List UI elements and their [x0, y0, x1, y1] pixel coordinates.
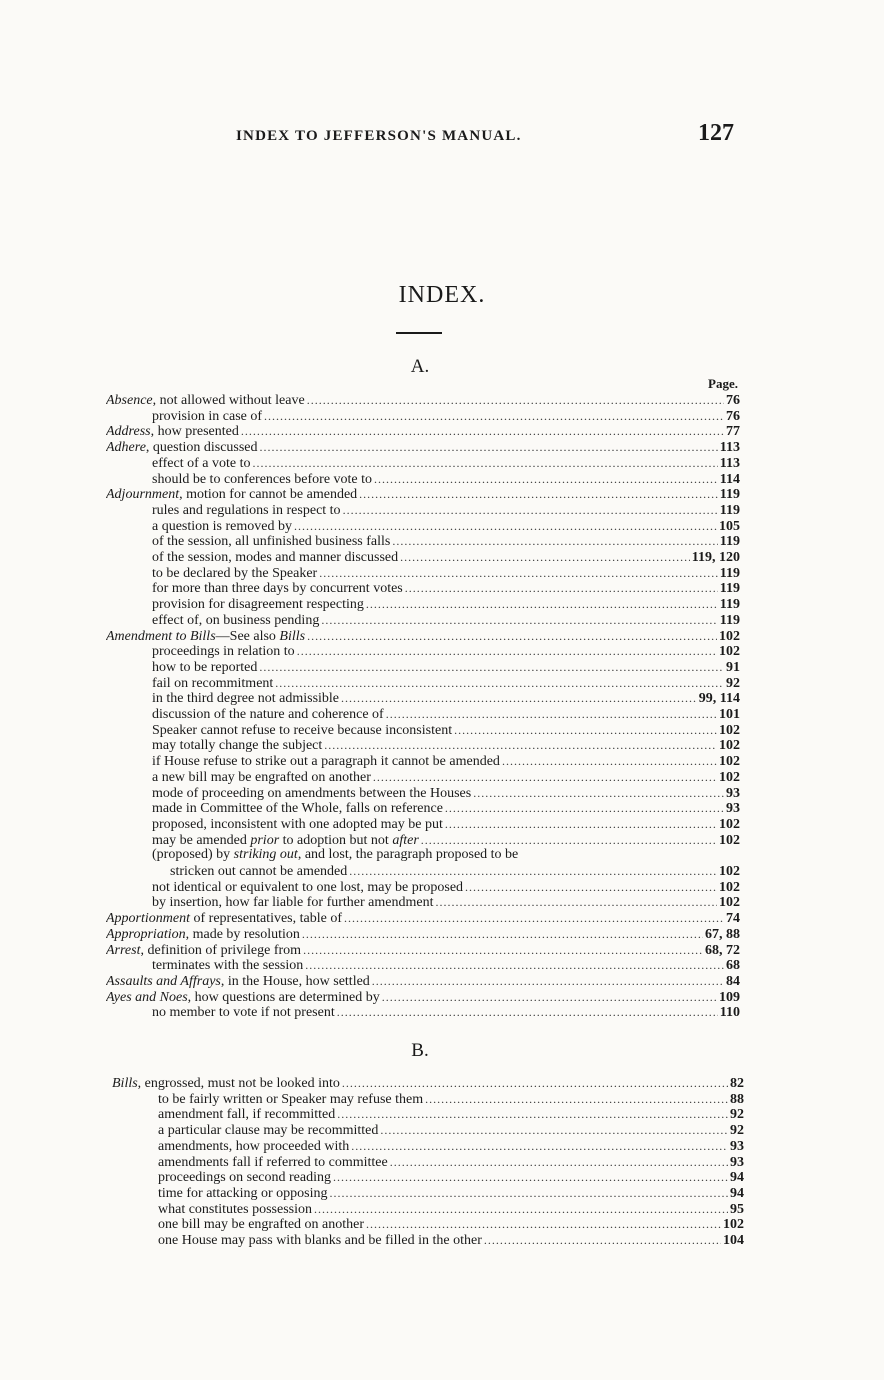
entry-page-ref: 84	[726, 973, 740, 989]
dot-leader	[330, 1185, 728, 1201]
entry-desc: effect of, on business pending	[152, 612, 320, 628]
entry-desc: a question is removed by	[152, 518, 292, 534]
index-subentry	[158, 1185, 744, 1201]
entry-desc: amendments fall if referred to committee	[158, 1154, 388, 1170]
entry-desc: , question discussed	[145, 440, 258, 456]
entry-desc: one House may pass with blanks and be filled in the other	[158, 1233, 482, 1248]
entry-desc: a particular clause may be recommitted	[158, 1123, 379, 1139]
dot-leader	[445, 800, 724, 816]
dot-leader	[502, 753, 717, 769]
entry-text	[152, 456, 250, 471]
entry-desc: to adoption but not	[279, 832, 393, 848]
entry-page-ref: 76	[726, 393, 740, 408]
index-subentry	[158, 1106, 744, 1122]
entry-desc: how to be reported	[152, 659, 258, 675]
entry-page-ref: 77	[726, 424, 740, 440]
dot-leader	[425, 1091, 728, 1107]
entry-term: Adhere	[106, 440, 146, 456]
entry-text	[152, 895, 433, 910]
entry-text	[152, 786, 471, 801]
entry-text	[152, 833, 419, 848]
entry-term: Apportionment	[106, 911, 190, 927]
dot-leader	[374, 471, 718, 487]
entry-text	[106, 424, 239, 439]
entry-page-ref: 102	[719, 832, 740, 848]
entry-page-ref: 93	[726, 801, 740, 817]
dot-leader	[344, 910, 724, 926]
entry-page-ref: 101	[719, 707, 740, 722]
entry-desc: time for attacking or opposing	[158, 1185, 328, 1201]
entry-text	[152, 847, 518, 863]
entry-page-ref: 93	[730, 1138, 744, 1154]
entry-term: Bills	[279, 628, 306, 644]
dot-leader	[252, 455, 717, 471]
entry-desc: , how questions are determined by	[187, 989, 380, 1005]
dot-leader	[435, 894, 717, 910]
index-subentry	[152, 596, 740, 612]
dot-leader	[297, 643, 717, 659]
entry-text	[158, 1233, 482, 1248]
entry-text	[152, 566, 317, 581]
entry-term: Bills	[112, 1076, 138, 1091]
entry-text	[106, 990, 380, 1005]
dot-leader	[264, 408, 724, 424]
entry-page-ref: 119	[719, 502, 740, 518]
dot-leader	[319, 565, 718, 581]
entry-page-ref: 102	[719, 738, 740, 754]
entry-desc: for more than three days by concurrent votes	[152, 581, 403, 597]
entry-desc: proceedings on second reading	[158, 1170, 331, 1186]
entry-text	[152, 1005, 335, 1020]
dot-leader	[390, 1154, 728, 1170]
entry-page-ref: 119	[719, 487, 740, 503]
entry-desc: provision in case of	[152, 408, 263, 424]
entry-text	[158, 1186, 328, 1201]
dot-leader	[341, 690, 697, 706]
index-subentry	[152, 847, 740, 863]
dot-leader	[275, 675, 724, 691]
entry-text	[158, 1155, 388, 1170]
index-subentry	[152, 832, 740, 848]
entry-page-ref: 99, 114	[698, 691, 740, 707]
entry-term: striking out	[233, 847, 298, 863]
dot-leader	[305, 957, 724, 973]
entry-desc: amendment fall, if recommitted	[158, 1107, 336, 1123]
entry-desc: a new bill may be engrafted on another	[152, 769, 371, 785]
index-title: INDEX.	[398, 282, 486, 308]
dot-leader	[337, 1004, 718, 1020]
entry-desc: rules and regulations in respect to	[152, 502, 341, 518]
entry-desc: if House refuse to strike out a paragraph it cannot be amended	[152, 754, 500, 770]
entry-page-ref: 119, 120	[691, 550, 740, 565]
entry-text	[106, 911, 342, 926]
entry-term: Adjournment	[106, 487, 180, 503]
entry-page-ref: 114	[719, 471, 740, 487]
index-subentry	[152, 643, 740, 659]
index-entry	[106, 423, 740, 439]
entry-page-ref: 94	[730, 1185, 744, 1201]
index-subentry	[152, 549, 740, 565]
section-letter-b: B.	[411, 1040, 429, 1061]
entry-desc: , made by resolution	[185, 926, 300, 942]
dot-leader	[321, 612, 717, 628]
index-subentry	[152, 533, 740, 549]
entry-page-ref: 119	[719, 581, 740, 597]
entry-page-ref: 67, 88	[705, 926, 740, 942]
dot-leader	[484, 1232, 721, 1248]
index-subentry	[152, 471, 740, 487]
entry-term: Appropriation	[106, 926, 186, 942]
index-subentry	[152, 1004, 740, 1020]
entry-page-ref: 92	[730, 1123, 744, 1139]
entry-text	[158, 1092, 423, 1107]
entry-desc: one bill may be engrafted on another	[158, 1217, 365, 1233]
entry-desc: amendments, how proceeded with	[158, 1138, 350, 1154]
entry-text	[106, 629, 305, 644]
entry-desc: , in the House, how settled	[220, 973, 370, 989]
entry-text	[106, 943, 301, 958]
index-subentry	[170, 863, 740, 879]
entry-desc: effect of a vote to	[152, 455, 251, 471]
dot-leader	[382, 989, 717, 1005]
dot-leader	[454, 722, 717, 738]
dot-leader	[421, 832, 717, 848]
entry-term: Address	[106, 424, 151, 440]
dot-leader	[392, 533, 717, 549]
entry-desc: by insertion, how far liable for further amendment	[152, 895, 434, 911]
entry-text	[152, 723, 452, 738]
dot-leader	[465, 879, 717, 895]
index-subentry	[152, 879, 740, 895]
page-column-header: Page.	[708, 376, 738, 391]
entry-desc: to be fairly written or Speaker may refuse them	[158, 1091, 424, 1107]
entry-text	[152, 534, 390, 549]
index-subentry	[158, 1154, 744, 1170]
entry-text	[152, 676, 273, 691]
entry-page-ref: 93	[730, 1154, 744, 1170]
entry-page-ref: 76	[726, 408, 740, 424]
index-subentry	[152, 659, 740, 675]
dot-leader	[241, 423, 724, 439]
dot-leader	[405, 580, 718, 596]
entry-desc: discussion of the nature and coherence of	[152, 707, 384, 722]
entry-text	[152, 644, 295, 659]
index-entry	[106, 989, 740, 1005]
running-head	[236, 120, 736, 148]
entry-text	[106, 487, 357, 502]
index-subentry	[152, 612, 740, 628]
entry-text	[106, 927, 300, 942]
entry-page-ref: 68	[726, 958, 740, 974]
entry-text	[152, 817, 443, 832]
dot-leader	[380, 1122, 728, 1138]
entry-text	[152, 754, 500, 769]
entry-desc: mode of proceeding on amendments between the Houses	[152, 785, 472, 801]
entry-desc: to be declared by the Speaker	[152, 565, 318, 581]
entry-text	[112, 1076, 340, 1091]
entry-desc: terminates with the session	[152, 958, 304, 974]
dot-leader	[333, 1169, 728, 1185]
entry-text	[158, 1170, 331, 1185]
entry-page-ref: 94	[730, 1170, 744, 1186]
entry-text	[158, 1202, 312, 1217]
index-entry	[106, 973, 740, 989]
entry-page-ref: 104	[723, 1233, 744, 1248]
index-entry	[106, 926, 740, 942]
index-subentry	[158, 1201, 744, 1217]
dot-leader	[366, 596, 718, 612]
entry-text	[158, 1217, 364, 1232]
dot-leader	[314, 1201, 728, 1217]
entry-desc: no member to vote if not present	[152, 1005, 335, 1021]
index-subentry	[152, 408, 740, 424]
entry-page-ref: 102	[719, 722, 740, 738]
index-subentry	[152, 455, 740, 471]
entry-term: after	[392, 832, 419, 848]
entry-text	[152, 801, 443, 816]
entry-desc: proposed, inconsistent with one adopted may be put	[152, 816, 443, 832]
index-entry	[106, 942, 740, 958]
index-subentry	[152, 785, 740, 801]
entry-desc: may totally change the subject	[152, 738, 323, 754]
index-subentry	[158, 1122, 744, 1138]
entry-page-ref: 102	[719, 769, 740, 785]
entry-term: Assaults and Affrays	[106, 973, 221, 989]
dot-leader	[349, 863, 717, 879]
entry-text	[152, 613, 319, 628]
entry-page-ref: 93	[726, 785, 740, 801]
entry-page-ref: 68, 72	[705, 942, 740, 958]
entry-term: Arrest	[106, 942, 141, 958]
index-subentry	[152, 769, 740, 785]
entry-page-ref: 88	[730, 1091, 744, 1107]
entry-page-ref: 119	[719, 597, 740, 613]
entry-text	[152, 550, 398, 565]
section-letter-a: A.	[410, 356, 430, 377]
entry-desc: , definition of privilege from	[140, 942, 302, 958]
entry-page-ref: 102	[719, 879, 740, 895]
entry-desc: of the session, modes and manner discussed	[152, 550, 399, 565]
dot-leader	[303, 942, 703, 958]
dot-leader	[307, 628, 717, 644]
entry-term: Absence	[106, 393, 153, 408]
dot-leader	[259, 659, 724, 675]
entry-term: Ayes and Noes	[106, 989, 188, 1005]
entry-page-ref: 102	[719, 895, 740, 911]
title-rule	[396, 332, 442, 334]
index-subentry	[152, 816, 740, 832]
index-subentry	[158, 1169, 744, 1185]
entry-page-ref: 95	[730, 1201, 744, 1217]
entry-desc: , how presented	[150, 424, 239, 440]
entry-page-ref: 74	[726, 911, 740, 927]
entry-text	[106, 393, 305, 408]
entry-text	[106, 440, 258, 455]
entry-text	[152, 958, 303, 973]
running-title: INDEX TO JEFFERSON'S MANUAL.	[236, 128, 522, 144]
entry-desc: should be to conferences before vote to	[152, 471, 373, 487]
dot-leader	[342, 1075, 728, 1091]
index-subentry	[152, 737, 740, 753]
entry-desc: in the third degree not admissible	[152, 691, 340, 707]
entry-text	[170, 864, 347, 879]
entry-text	[152, 707, 384, 722]
dot-leader	[372, 973, 724, 989]
index-entry	[106, 392, 740, 408]
dot-leader	[260, 439, 718, 455]
entry-text	[158, 1107, 335, 1122]
index-subentry	[158, 1091, 744, 1107]
index-subentry	[152, 722, 740, 738]
index-subentry	[158, 1216, 744, 1232]
entry-text	[152, 738, 322, 753]
entry-desc: , not allowed without leave	[152, 393, 305, 408]
entry-page-ref: 102	[719, 644, 740, 660]
entry-text	[152, 880, 463, 895]
index-entry	[106, 628, 740, 644]
entry-page-ref: 119	[719, 534, 740, 550]
dot-leader	[366, 1216, 721, 1232]
index-subentry	[152, 580, 740, 596]
entry-text	[158, 1139, 349, 1154]
index-subentry	[158, 1138, 744, 1154]
dot-leader	[386, 706, 717, 722]
entry-desc: Speaker cannot refuse to receive because inconsistent	[152, 722, 453, 738]
dot-leader	[337, 1106, 728, 1122]
entry-desc: , and lost, the paragraph proposed to be	[297, 847, 519, 863]
entry-desc: of the session, all unfinished business falls	[152, 534, 391, 550]
entry-text	[152, 519, 292, 534]
dot-leader	[351, 1138, 728, 1154]
entry-desc: not identical or equivalent to one lost, may be proposed	[152, 879, 464, 895]
dot-leader	[400, 549, 690, 565]
entry-page-ref: 102	[719, 628, 740, 644]
index-subentry	[152, 518, 740, 534]
index-entry	[106, 910, 740, 926]
entry-page-ref: 105	[719, 518, 740, 534]
index-subentry	[152, 706, 740, 722]
index-subentry	[152, 753, 740, 769]
entry-desc: what constitutes possession	[158, 1201, 312, 1217]
dot-leader	[294, 518, 717, 534]
entry-page-ref: 92	[726, 675, 740, 691]
entry-page-ref: 92	[730, 1107, 744, 1123]
index-subentry	[152, 800, 740, 816]
entry-page-ref: 119	[719, 612, 740, 628]
page-number: 127	[698, 120, 734, 146]
dot-leader	[307, 392, 724, 408]
index-subentry	[152, 502, 740, 518]
index-entry	[112, 1075, 744, 1091]
dot-leader	[445, 816, 717, 832]
entry-text	[152, 770, 371, 785]
entry-text	[152, 581, 403, 596]
entry-text	[152, 503, 341, 518]
entry-desc: made in Committee of the Whole, falls on reference	[152, 801, 443, 817]
dot-leader	[373, 769, 717, 785]
entry-desc: —See also	[215, 628, 280, 644]
entry-desc: stricken out cannot be amended	[170, 864, 348, 879]
dot-leader	[473, 785, 724, 801]
index-subentry	[152, 675, 740, 691]
index-subentry	[158, 1232, 744, 1248]
index-subentry	[152, 690, 740, 706]
entry-desc: proceedings in relation to	[152, 644, 295, 660]
entry-text	[152, 660, 257, 675]
index-entry	[106, 486, 740, 502]
entry-page-ref: 102	[719, 864, 740, 879]
index-subentry	[152, 957, 740, 973]
dot-leader	[324, 737, 717, 753]
entry-text	[152, 691, 339, 706]
entry-term: Amendment to Bills	[106, 628, 216, 644]
index-entry	[106, 439, 740, 455]
dot-leader	[343, 502, 718, 518]
entry-desc: , motion for cannot be amended	[179, 487, 358, 503]
entry-page-ref: 109	[719, 989, 740, 1005]
entry-text	[152, 409, 262, 424]
entry-page-ref: 82	[730, 1076, 744, 1091]
entry-desc: may be amended	[152, 832, 251, 848]
entry-text	[152, 472, 372, 487]
entry-desc: , engrossed, must not be looked into	[137, 1076, 340, 1091]
dot-leader	[359, 486, 718, 502]
entry-page-ref: 113	[719, 440, 740, 456]
entry-page-ref: 119	[719, 565, 740, 581]
entry-page-ref: 91	[726, 659, 740, 675]
entry-desc: provision for disagreement respecting	[152, 597, 364, 613]
entry-term: prior	[250, 832, 280, 848]
entry-desc: of representatives, table of	[190, 911, 342, 927]
entry-page-ref: 102	[719, 816, 740, 832]
index-subentry	[152, 894, 740, 910]
index-subentry	[152, 565, 740, 581]
entry-text	[152, 597, 364, 612]
entry-desc: fail on recommitment	[152, 675, 274, 691]
entry-page-ref: 102	[723, 1217, 744, 1233]
entry-page-ref: 110	[719, 1005, 740, 1021]
entry-text	[106, 974, 370, 989]
entry-page-ref: 102	[719, 754, 740, 770]
dot-leader	[302, 926, 703, 942]
entry-text	[158, 1123, 378, 1138]
entry-page-ref: 113	[719, 455, 740, 471]
entry-desc: (proposed) by	[152, 847, 234, 863]
